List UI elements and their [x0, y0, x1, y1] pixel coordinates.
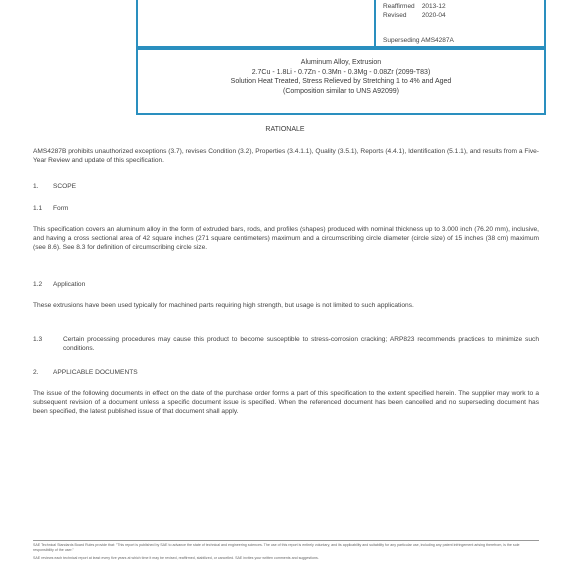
- scope-heading: [33, 182, 76, 191]
- superseding-note: Superseding AMS4287A: [383, 37, 454, 44]
- reaffirmed-label: Reaffirmed: [383, 3, 415, 10]
- scope-title: SCOPE: [53, 183, 77, 190]
- reaffirmed-row: [383, 3, 446, 10]
- title-line-4: (Composition similar to UNS A92099): [283, 87, 399, 95]
- revised-date: 2020-04: [421, 12, 446, 19]
- revised-row: [383, 12, 446, 19]
- footer-line-1: SAE Technical Standards Board Rules provide that: "This report is published by SAE to advance the state of technical and engineering sciences. The use of this report is entirely voluntary, and its applicability and suitability for any particular use, including any patent infringement arising therefrom, is the sole responsibility of the user.": [33, 543, 520, 552]
- reaffirmed-date: 2013-12: [421, 3, 446, 10]
- application-heading: [33, 280, 85, 289]
- title-line-1: Aluminum Alloy, Extrusion: [300, 59, 382, 66]
- application-number: 1.2: [33, 281, 43, 288]
- title-box: [136, 48, 546, 115]
- rationale-text: AMS4287B prohibits unauthorized exceptions (3.7), revises Condition (3.2), Properties (3.4.1.1), Quality (3.5.1), Reports (4.4.1), Identification (5.1.1), and results from a Five-Year Review and update of this specification.: [33, 148, 539, 165]
- applicable-title: APPLICABLE DOCUMENTS: [53, 369, 138, 376]
- form-number: 1.1: [33, 205, 43, 212]
- application-title: Application: [53, 281, 86, 288]
- applicable-text: The issue of the following documents in effect on the date of the purchase order forms a part of this specification to the extent specified herein. The supplier may work to a subsequent revision of a document unless a specific document issue is specified. When the referenced document has been cancelled and no superseding document has been specified, the latest published issue of that document shall apply.: [33, 390, 539, 416]
- footer-rule: [33, 540, 539, 541]
- title-line-2: 2.7Cu - 1.8Li - 0.7Zn - 0.3Mn - 0.3Mg - 0.08Zr (2099-T83): [251, 68, 431, 76]
- header-divider: [374, 0, 376, 46]
- title-line-3: Solution Heat Treated, Stress Relieved by Stretching 1 to 4% and Aged: [230, 78, 452, 85]
- footer-line-2: SAE reviews each technical report at least every five years at which time it may be revised, reaffirmed, stabilized, or cancelled. SAE invites your written comments and suggestions.: [33, 556, 319, 560]
- applicable-heading: [33, 368, 138, 377]
- form-title: Form: [53, 205, 69, 212]
- applicable-number: 2.: [33, 369, 39, 376]
- revised-label: Revised: [383, 12, 407, 19]
- application-text: These extrusions have been used typically for machined parts requiring high strength, but usage is not limited to such applications.: [33, 302, 414, 309]
- section-1-3-number: 1.3: [33, 336, 43, 343]
- header-box: [136, 0, 546, 48]
- form-text: This specification covers an aluminum alloy in the form of extruded bars, rods, and profiles (shapes) produced with nominal thickness up to 3.000 inch (76.20 mm), inclusive, and having a cross sectional area of 42 square inches (271 square centimeters) maximum and a circumscribing circle diameter (circle size) of 15 inches (38 cm) maximum (see 8.6). See 8.3 for definition of circumscribing circle size.: [33, 226, 539, 252]
- rationale-heading: RATIONALE: [265, 126, 305, 133]
- scope-number: 1.: [33, 183, 39, 190]
- section-1-3-text: Certain processing procedures may cause this product to become susceptible to stress-corrosion cracking; ARP823 recommends practices to minimize such conditions.: [63, 336, 539, 353]
- form-heading: [33, 204, 68, 213]
